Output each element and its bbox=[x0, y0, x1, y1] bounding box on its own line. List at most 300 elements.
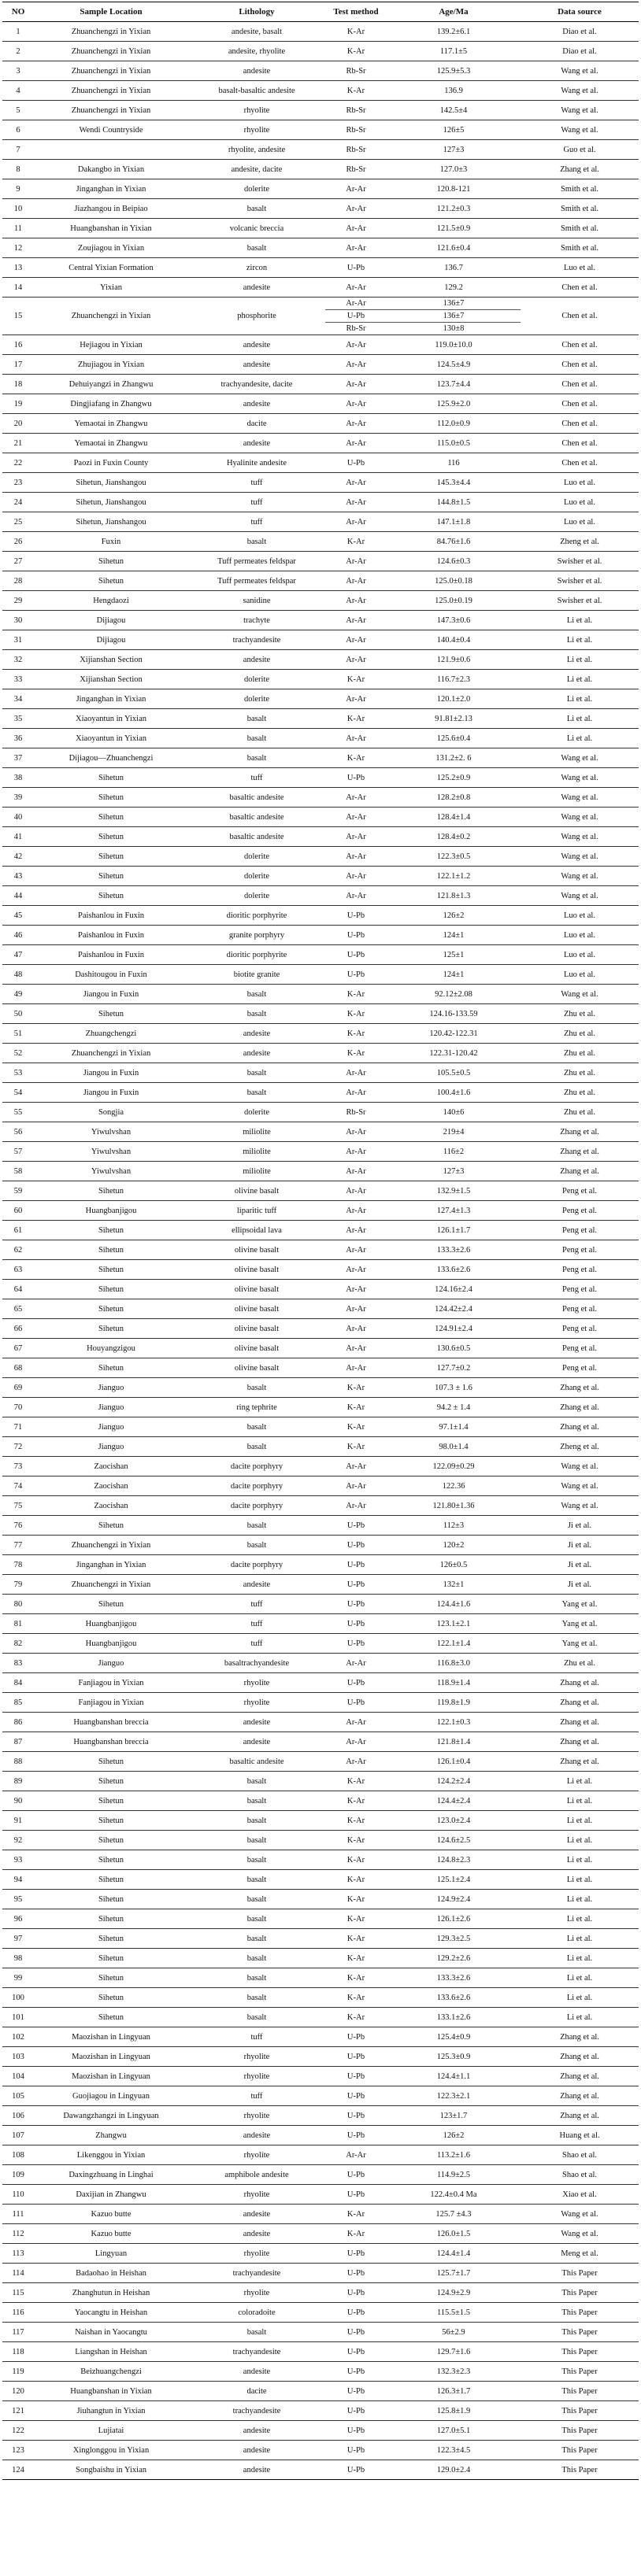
cell-age: 121.80±1.36 bbox=[387, 1496, 521, 1516]
cell-lithology: dolerite bbox=[188, 847, 325, 867]
table-row bbox=[2, 650, 639, 670]
cell-lithology: basalt-basaltic andesite bbox=[188, 81, 325, 101]
cell-test-method: U-Pb bbox=[325, 2264, 387, 2283]
cell-lithology: basalt bbox=[188, 729, 325, 748]
cell-test-method: K-Ar bbox=[325, 748, 387, 768]
cell-lithology: Hyalinite andesite bbox=[188, 453, 325, 473]
table-row bbox=[2, 2323, 639, 2342]
cell-test-method: Ar-Ar bbox=[325, 788, 387, 808]
cell-no: 40 bbox=[2, 808, 34, 827]
cell-lithology: basalt bbox=[188, 1437, 325, 1457]
cell-age: 126.3±1.7 bbox=[387, 2382, 521, 2401]
table-row bbox=[2, 22, 639, 42]
cell-no: 104 bbox=[2, 2067, 34, 2086]
cell-age: 124.91±2.4 bbox=[387, 1319, 521, 1339]
cell-sample-location: Dehuiyangzi in Zhangwu bbox=[34, 375, 188, 394]
cell-data-source: Zhu et al. bbox=[521, 1044, 639, 1063]
cell-lithology: trachyte bbox=[188, 611, 325, 630]
table-row bbox=[2, 120, 639, 140]
cell-test-method: Ar-Ar bbox=[325, 238, 387, 258]
cell-no: 92 bbox=[2, 1831, 34, 1850]
cell-lithology: basalt bbox=[188, 1890, 325, 1909]
cell-lithology: biotite granite bbox=[188, 965, 325, 985]
cell-no: 62 bbox=[2, 1240, 34, 1260]
cell-no: 45 bbox=[2, 906, 34, 926]
cell-sample-location: Sihetun bbox=[34, 1791, 188, 1811]
cell-no: 118 bbox=[2, 2342, 34, 2362]
cell-age: 121.5±0.9 bbox=[387, 219, 521, 238]
cell-age: 128.2±0.8 bbox=[387, 788, 521, 808]
cell-no: 61 bbox=[2, 1221, 34, 1240]
cell-age: 119.0±10.0 bbox=[387, 335, 521, 355]
cell-age: 127.0±5.1 bbox=[387, 2421, 521, 2441]
table-row bbox=[2, 512, 639, 532]
table-row bbox=[2, 926, 639, 945]
cell-test-method: K-Ar bbox=[325, 1949, 387, 1968]
cell-sample-location: Jiangou in Fuxin bbox=[34, 1063, 188, 1083]
cell-age: 122.3±4.5 bbox=[387, 2441, 521, 2460]
table-row bbox=[2, 2421, 639, 2441]
cell-age-part: 130±8 bbox=[387, 322, 521, 334]
cell-age: 127.0±3 bbox=[387, 160, 521, 179]
cell-lithology: rhyolite bbox=[188, 2283, 325, 2303]
cell-age: 124.16-133.59 bbox=[387, 1004, 521, 1024]
cell-lithology: olivine basalt bbox=[188, 1240, 325, 1260]
cell-data-source: Zhang et al. bbox=[521, 1378, 639, 1398]
cell-no: 44 bbox=[2, 886, 34, 906]
cell-sample-location: Zhuangchengzi bbox=[34, 1024, 188, 1044]
cell-age: 132.3±2.3 bbox=[387, 2362, 521, 2382]
cell-test-method: Ar-Ar bbox=[325, 1240, 387, 1260]
cell-sample-location: Sihetun bbox=[34, 808, 188, 827]
cell-data-source: Smith et al. bbox=[521, 199, 639, 219]
cell-sample-location: Yemaotai in Zhangwu bbox=[34, 434, 188, 453]
cell-lithology: rhyolite bbox=[188, 2067, 325, 2086]
cell-lithology: volcanic breccia bbox=[188, 219, 325, 238]
cell-data-source: Li et al. bbox=[521, 1890, 639, 1909]
cell-lithology: basalt bbox=[188, 748, 325, 768]
cell-data-source: Yang et al. bbox=[521, 1634, 639, 1654]
cell-age: 120.42-122.31 bbox=[387, 1024, 521, 1044]
cell-age: 129.7±1.6 bbox=[387, 2342, 521, 2362]
cell-no: 1 bbox=[2, 22, 34, 42]
cell-data-source: Xiao et al. bbox=[521, 2185, 639, 2205]
cell-lithology: basalt bbox=[188, 1909, 325, 1929]
cell-no: 26 bbox=[2, 532, 34, 552]
table-row bbox=[2, 101, 639, 120]
cell-age: 125.3±0.9 bbox=[387, 2047, 521, 2067]
cell-no: 85 bbox=[2, 1693, 34, 1713]
cell-data-source: This Paper bbox=[521, 2323, 639, 2342]
cell-data-source: This Paper bbox=[521, 2362, 639, 2382]
cell-lithology: andesite bbox=[188, 1732, 325, 1752]
cell-age: 127±3 bbox=[387, 140, 521, 160]
cell-age: 121.2±0.3 bbox=[387, 199, 521, 219]
cell-sample-location: Zhuanchengzi in Yixian bbox=[34, 61, 188, 81]
table-row bbox=[2, 2126, 639, 2145]
cell-data-source: Chen et al. bbox=[521, 394, 639, 414]
cell-data-source: Luo et al. bbox=[521, 926, 639, 945]
table-row bbox=[2, 2244, 639, 2264]
cell-age: 125.8±1.9 bbox=[387, 2401, 521, 2421]
cell-no: 93 bbox=[2, 1850, 34, 1870]
cell-test-method: Ar-Ar bbox=[325, 1339, 387, 1358]
cell-no: 19 bbox=[2, 394, 34, 414]
cell-age: 126±0.5 bbox=[387, 1555, 521, 1575]
table-row bbox=[2, 1240, 639, 1260]
cell-test-method: Ar-Ar bbox=[325, 1063, 387, 1083]
cell-lithology: andesite bbox=[188, 2224, 325, 2244]
cell-age: 125.2±0.9 bbox=[387, 768, 521, 788]
cell-sample-location: Sihetun bbox=[34, 886, 188, 906]
cell-lithology: Tuff permeates feldspar bbox=[188, 552, 325, 571]
cell-test-method: U-Pb bbox=[325, 1575, 387, 1595]
table-row bbox=[2, 140, 639, 160]
cell-data-source: Chen et al. bbox=[521, 355, 639, 375]
cell-data-source: Li et al. bbox=[521, 1791, 639, 1811]
cell-lithology: basalt bbox=[188, 1378, 325, 1398]
table-row bbox=[2, 1909, 639, 1929]
table-row bbox=[2, 199, 639, 219]
cell-age: 84.76±1.6 bbox=[387, 532, 521, 552]
cell-test-method: Ar-Ar bbox=[325, 335, 387, 355]
table-row bbox=[2, 1772, 639, 1791]
cell-sample-location: Jianguo bbox=[34, 1378, 188, 1398]
cell-no: 83 bbox=[2, 1654, 34, 1673]
cell-data-source: Zhu et al. bbox=[521, 1103, 639, 1122]
cell-lithology: andesite bbox=[188, 278, 325, 298]
cell-lithology: rhyolite bbox=[188, 2047, 325, 2067]
cell-test-method: Ar-Ar bbox=[325, 630, 387, 650]
table-row bbox=[2, 1890, 639, 1909]
cell-age: 127.7±0.2 bbox=[387, 1358, 521, 1378]
cell-sample-location: Dawangzhangzi in Lingyuan bbox=[34, 2106, 188, 2126]
cell-no: 70 bbox=[2, 1398, 34, 1417]
cell-age: 122.3±2.1 bbox=[387, 2086, 521, 2106]
cell-data-source: Li et al. bbox=[521, 709, 639, 729]
cell-sample-location: Jiuhangtun in Yixian bbox=[34, 2401, 188, 2421]
cell-data-source: Zhu et al. bbox=[521, 1083, 639, 1103]
cell-data-source: Ji et al. bbox=[521, 1575, 639, 1595]
cell-age: 116±2 bbox=[387, 1142, 521, 1162]
cell-age: 126±2 bbox=[387, 906, 521, 926]
table-row bbox=[2, 2067, 639, 2086]
cell-test-method bbox=[325, 298, 387, 335]
cell-sample-location: Maozishan in Lingyuan bbox=[34, 2047, 188, 2067]
table-row bbox=[2, 788, 639, 808]
cell-age: 125.0±0.18 bbox=[387, 571, 521, 591]
cell-sample-location: Sihetun bbox=[34, 1004, 188, 1024]
cell-data-source: Chen et al. bbox=[521, 375, 639, 394]
table-row bbox=[2, 1575, 639, 1595]
cell-sample-location: Sihetun bbox=[34, 1595, 188, 1614]
cell-age: 118.9±1.4 bbox=[387, 1673, 521, 1693]
table-row bbox=[2, 335, 639, 355]
cell-age: 123.7±4.4 bbox=[387, 375, 521, 394]
cell-test-method: U-Pb bbox=[325, 2362, 387, 2382]
cell-lithology: basalt bbox=[188, 1004, 325, 1024]
cell-no: 2 bbox=[2, 42, 34, 61]
cell-lithology: andesite bbox=[188, 1713, 325, 1732]
cell-sample-location: Xijianshan Section bbox=[34, 670, 188, 689]
table-row bbox=[2, 1968, 639, 1988]
cell-no: 54 bbox=[2, 1083, 34, 1103]
cell-age: 122.3±0.5 bbox=[387, 847, 521, 867]
cell-test-method: K-Ar bbox=[325, 1437, 387, 1457]
cell-lithology: dacite bbox=[188, 2382, 325, 2401]
cell-no: 79 bbox=[2, 1575, 34, 1595]
cell-sample-location: Jinganghan in Yixian bbox=[34, 1555, 188, 1575]
cell-test-method: K-Ar bbox=[325, 532, 387, 552]
table-row bbox=[2, 2008, 639, 2027]
cell-data-source: Luo et al. bbox=[521, 965, 639, 985]
table-row bbox=[2, 2027, 639, 2047]
cell-no: 81 bbox=[2, 1614, 34, 1634]
cell-test-method: U-Pb bbox=[325, 2323, 387, 2342]
cell-data-source: This Paper bbox=[521, 2342, 639, 2362]
table-row bbox=[2, 552, 639, 571]
cell-sample-location: Zhanghutun in Heishan bbox=[34, 2283, 188, 2303]
cell-lithology: andesite bbox=[188, 434, 325, 453]
cell-lithology: olivine basalt bbox=[188, 1319, 325, 1339]
cell-test-method: K-Ar bbox=[325, 1417, 387, 1437]
table-row bbox=[2, 1693, 639, 1713]
table-row bbox=[2, 1988, 639, 2008]
cell-data-source: Peng et al. bbox=[521, 1280, 639, 1299]
cell-sample-location: Huangbanjigou bbox=[34, 1201, 188, 1221]
cell-lithology: trachyandesite bbox=[188, 2264, 325, 2283]
table-row bbox=[2, 1339, 639, 1358]
cell-data-source: Li et al. bbox=[521, 2008, 639, 2027]
cell-age: 115.0±0.5 bbox=[387, 434, 521, 453]
cell-lithology: andesite bbox=[188, 2460, 325, 2480]
cell-age: 119.8±1.9 bbox=[387, 1693, 521, 1713]
cell-lithology: basalt bbox=[188, 1791, 325, 1811]
cell-age: 124±1 bbox=[387, 926, 521, 945]
table-row bbox=[2, 630, 639, 650]
cell-data-source: Zheng et al. bbox=[521, 532, 639, 552]
table-row bbox=[2, 2145, 639, 2165]
table-row bbox=[2, 985, 639, 1004]
table-row bbox=[2, 2106, 639, 2126]
cell-lithology: andesite bbox=[188, 1044, 325, 1063]
cell-no: 122 bbox=[2, 2421, 34, 2441]
cell-sample-location: Paishanlou in Fuxin bbox=[34, 945, 188, 965]
cell-lithology: miliolite bbox=[188, 1142, 325, 1162]
cell-no: 3 bbox=[2, 61, 34, 81]
cell-test-method-part: Rb-Sr bbox=[325, 322, 387, 334]
cell-test-method: U-Pb bbox=[325, 453, 387, 473]
cell-test-method: K-Ar bbox=[325, 1791, 387, 1811]
cell-age: 125.0±0.19 bbox=[387, 591, 521, 611]
cell-data-source: Zhu et al. bbox=[521, 1654, 639, 1673]
cell-sample-location: Hejiagou in Yixian bbox=[34, 335, 188, 355]
table-row bbox=[2, 1122, 639, 1142]
table-row bbox=[2, 1713, 639, 1732]
cell-test-method-part: Ar-Ar bbox=[346, 299, 366, 308]
cell-data-source: Chen et al. bbox=[521, 453, 639, 473]
cell-sample-location: Huangbanshan breccia bbox=[34, 1713, 188, 1732]
cell-lithology: tuff bbox=[188, 1595, 325, 1614]
cell-lithology: dolerite bbox=[188, 670, 325, 689]
cell-test-method: Ar-Ar bbox=[325, 434, 387, 453]
cell-no: 48 bbox=[2, 965, 34, 985]
cell-no: 57 bbox=[2, 1142, 34, 1162]
cell-age: 139.2±6.1 bbox=[387, 22, 521, 42]
cell-no: 107 bbox=[2, 2126, 34, 2145]
cell-no: 33 bbox=[2, 670, 34, 689]
cell-test-method: U-Pb bbox=[325, 1673, 387, 1693]
cell-test-method: Ar-Ar bbox=[325, 1201, 387, 1221]
cell-no: 11 bbox=[2, 219, 34, 238]
cell-sample-location: Sihetun bbox=[34, 847, 188, 867]
cell-test-method: Ar-Ar bbox=[325, 414, 387, 434]
cell-age: 133.6±2.6 bbox=[387, 1988, 521, 2008]
cell-no: 53 bbox=[2, 1063, 34, 1083]
table-row bbox=[2, 2264, 639, 2283]
table-row bbox=[2, 571, 639, 591]
cell-test-method: K-Ar bbox=[325, 1909, 387, 1929]
cell-data-source: Zhang et al. bbox=[521, 160, 639, 179]
cell-no: 41 bbox=[2, 827, 34, 847]
cell-age: 129.3±2.5 bbox=[387, 1929, 521, 1949]
cell-age: 133.6±2.6 bbox=[387, 1260, 521, 1280]
cell-test-method: U-Pb bbox=[325, 2185, 387, 2205]
cell-sample-location: Huangbanjigou bbox=[34, 1634, 188, 1654]
table-row bbox=[2, 1221, 639, 1240]
cell-data-source: Wang et al. bbox=[521, 886, 639, 906]
cell-sample-location: Jiangou in Fuxin bbox=[34, 985, 188, 1004]
cell-lithology: andesite bbox=[188, 394, 325, 414]
cell-age: 124.5±4.9 bbox=[387, 355, 521, 375]
cell-lithology: granite porphyry bbox=[188, 926, 325, 945]
cell-test-method: Ar-Ar bbox=[325, 1476, 387, 1496]
cell-no: 49 bbox=[2, 985, 34, 1004]
cell-test-method: Ar-Ar bbox=[325, 1142, 387, 1162]
table-row bbox=[2, 1752, 639, 1772]
cell-sample-location: Sihetun bbox=[34, 1240, 188, 1260]
cell-lithology: tuff bbox=[188, 1634, 325, 1654]
table-row bbox=[2, 238, 639, 258]
table-row bbox=[2, 2303, 639, 2323]
cell-test-method: Ar-Ar bbox=[325, 1457, 387, 1476]
cell-data-source: Li et al. bbox=[521, 650, 639, 670]
cell-no: 18 bbox=[2, 375, 34, 394]
cell-lithology: basalt bbox=[188, 985, 325, 1004]
cell-no: 4 bbox=[2, 81, 34, 101]
cell-test-method: K-Ar bbox=[325, 2224, 387, 2244]
cell-no: 24 bbox=[2, 493, 34, 512]
cell-lithology: andesite bbox=[188, 61, 325, 81]
cell-age: 117.1±5 bbox=[387, 42, 521, 61]
cell-sample-location: Songbaishu in Yixian bbox=[34, 2460, 188, 2480]
cell-age: 124±1 bbox=[387, 965, 521, 985]
cell-data-source: Zhang et al. bbox=[521, 1142, 639, 1162]
cell-lithology: dolerite bbox=[188, 1103, 325, 1122]
cell-test-method: U-Pb bbox=[325, 2382, 387, 2401]
cell-no: 56 bbox=[2, 1122, 34, 1142]
cell-lithology: tuff bbox=[188, 1614, 325, 1634]
cell-data-source: Peng et al. bbox=[521, 1319, 639, 1339]
cell-no: 124 bbox=[2, 2460, 34, 2480]
cell-sample-location: Sihetun bbox=[34, 1299, 188, 1319]
cell-lithology: dolerite bbox=[188, 179, 325, 199]
cell-sample-location: Houyangzigou bbox=[34, 1339, 188, 1358]
cell-lithology: basalt bbox=[188, 1988, 325, 2008]
cell-data-source: This Paper bbox=[521, 2303, 639, 2323]
cell-lithology: Tuff permeates feldspar bbox=[188, 571, 325, 591]
cell-sample-location: Jianguo bbox=[34, 1654, 188, 1673]
cell-no: 112 bbox=[2, 2224, 34, 2244]
cell-no: 17 bbox=[2, 355, 34, 375]
cell-sample-location: Zhuanchengzi in Yixian bbox=[34, 81, 188, 101]
cell-test-method: U-Pb bbox=[325, 768, 387, 788]
cell-sample-location: Huangbanshan breccia bbox=[34, 1732, 188, 1752]
cell-sample-location: Beizhuangchengzi bbox=[34, 2362, 188, 2382]
cell-sample-location: Sihetun bbox=[34, 768, 188, 788]
cell-age-part: 136±7 bbox=[387, 309, 521, 322]
cell-data-source: Yang et al. bbox=[521, 1614, 639, 1634]
cell-no: 9 bbox=[2, 179, 34, 199]
cell-data-source: Peng et al. bbox=[521, 1181, 639, 1201]
cell-sample-location: Sihetun bbox=[34, 1811, 188, 1831]
cell-test-method: K-Ar bbox=[325, 2008, 387, 2027]
cell-age: 124.4±1.6 bbox=[387, 1595, 521, 1614]
cell-sample-location: Yiwulvshan bbox=[34, 1162, 188, 1181]
cell-test-method: K-Ar bbox=[325, 1044, 387, 1063]
cell-lithology: basaltic andesite bbox=[188, 808, 325, 827]
header-no: NO bbox=[2, 2, 34, 22]
cell-no: 15 bbox=[2, 298, 34, 335]
cell-test-method: Ar-Ar bbox=[325, 1654, 387, 1673]
cell-no: 97 bbox=[2, 1929, 34, 1949]
cell-age: 142.5±4 bbox=[387, 101, 521, 120]
cell-lithology: dacite porphyry bbox=[188, 1457, 325, 1476]
cell-lithology: basalt bbox=[188, 1516, 325, 1536]
cell-test-method: K-Ar bbox=[325, 42, 387, 61]
table-row bbox=[2, 532, 639, 552]
cell-age: 133.3±2.6 bbox=[387, 1240, 521, 1260]
cell-test-method: Rb-Sr bbox=[325, 140, 387, 160]
cell-lithology: andesite bbox=[188, 2421, 325, 2441]
cell-age: 125.4±0.9 bbox=[387, 2027, 521, 2047]
cell-no: 52 bbox=[2, 1044, 34, 1063]
table-row bbox=[2, 1437, 639, 1457]
cell-lithology: basalt bbox=[188, 1929, 325, 1949]
cell-data-source: Huang et al. bbox=[521, 2126, 639, 2145]
cell-lithology: miliolite bbox=[188, 1162, 325, 1181]
cell-sample-location: Sihetun bbox=[34, 1221, 188, 1240]
cell-lithology: andesite bbox=[188, 2126, 325, 2145]
cell-lithology: dolerite bbox=[188, 689, 325, 709]
cell-sample-location: Zaocishan bbox=[34, 1496, 188, 1516]
cell-age: 107.3 ± 1.6 bbox=[387, 1378, 521, 1398]
header-lithology: Lithology bbox=[188, 2, 325, 22]
cell-no: 113 bbox=[2, 2244, 34, 2264]
cell-sample-location: Sihetun bbox=[34, 1280, 188, 1299]
table-row bbox=[2, 1083, 639, 1103]
cell-data-source: Wang et al. bbox=[521, 101, 639, 120]
cell-lithology: trachyandesite bbox=[188, 2401, 325, 2421]
cell-sample-location: Sihetun bbox=[34, 1752, 188, 1772]
cell-lithology: dacite bbox=[188, 414, 325, 434]
cell-lithology: sanidine bbox=[188, 591, 325, 611]
cell-test-method: K-Ar bbox=[325, 670, 387, 689]
cell-test-method: Ar-Ar bbox=[325, 1713, 387, 1732]
cell-test-method: U-Pb bbox=[325, 2067, 387, 2086]
cell-data-source: Luo et al. bbox=[521, 473, 639, 493]
cell-lithology: basalt bbox=[188, 1536, 325, 1555]
